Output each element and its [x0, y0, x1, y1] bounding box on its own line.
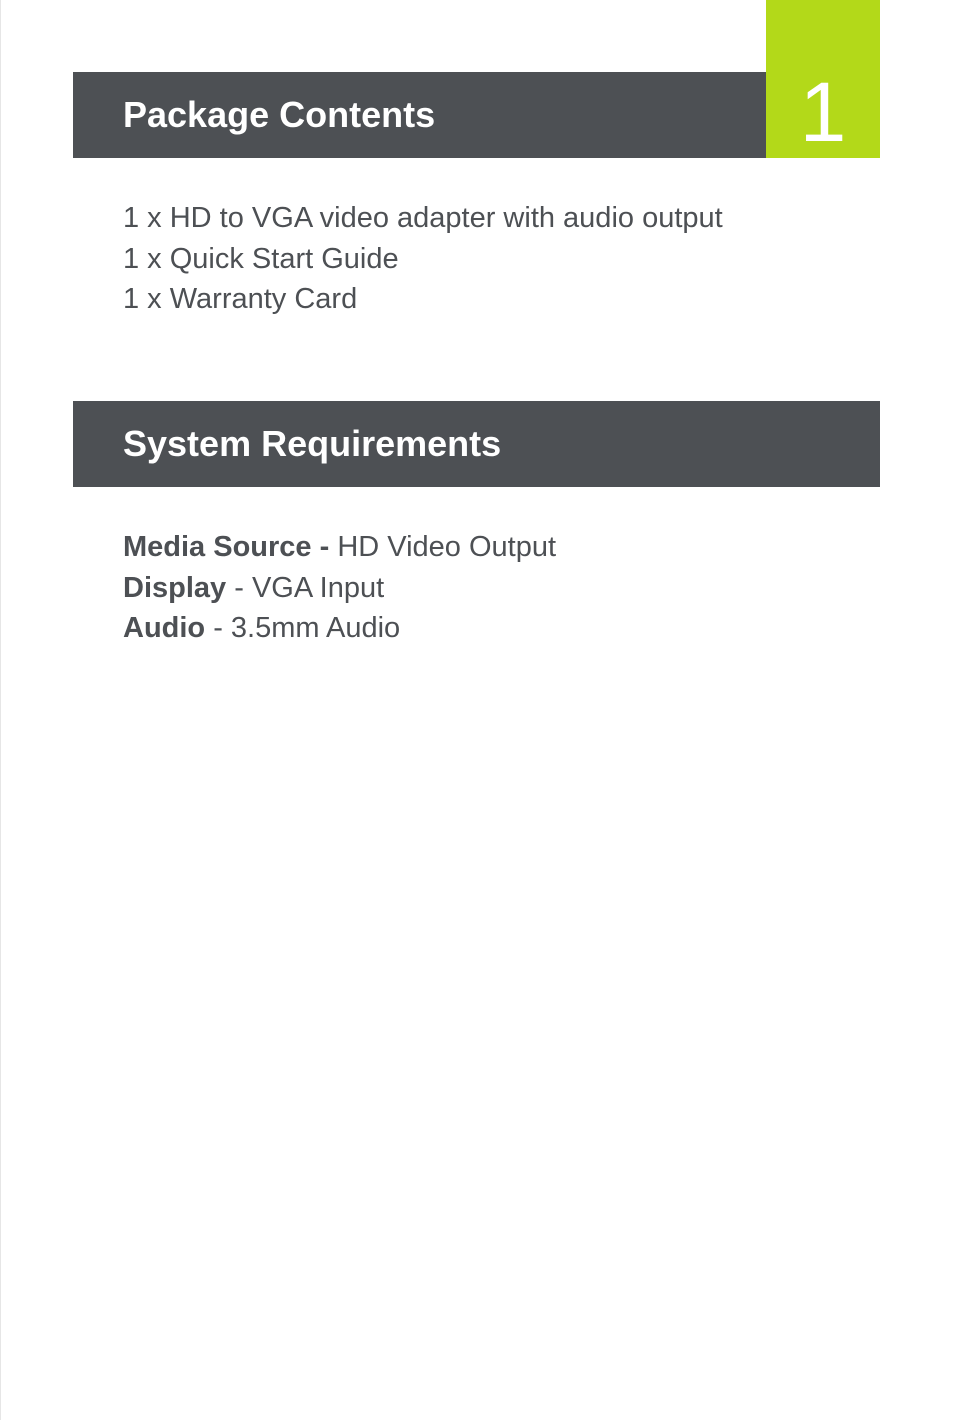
requirement-label: Display	[123, 571, 227, 604]
package-contents-header	[73, 65, 880, 159]
requirement-label: Audio	[123, 612, 206, 644]
requirement-value: - VGA Input	[226, 571, 385, 604]
system-requirements-title: System Requirements	[123, 423, 502, 464]
requirement-value: HD Video Output	[337, 531, 557, 563]
system-requirements-list	[123, 527, 556, 649]
package-contents-list	[123, 198, 723, 320]
page-edge	[0, 0, 1, 1420]
requirement-item	[123, 568, 556, 609]
requirement-value: - 3.5mm Audio	[205, 612, 401, 644]
system-requirements-header	[73, 401, 880, 487]
page-number: 1	[799, 65, 847, 159]
package-item: 1 x Quick Start Guide	[123, 242, 399, 275]
requirement-label: Media Source -	[123, 531, 338, 563]
package-item: 1 x HD to VGA video adapter with audio output	[123, 202, 723, 234]
requirement-item	[123, 527, 556, 568]
requirement-item	[123, 608, 556, 649]
package-item: 1 x Warranty Card	[123, 283, 358, 315]
page-number-tab	[766, 0, 880, 158]
package-contents-title: Package Contents	[123, 94, 436, 135]
